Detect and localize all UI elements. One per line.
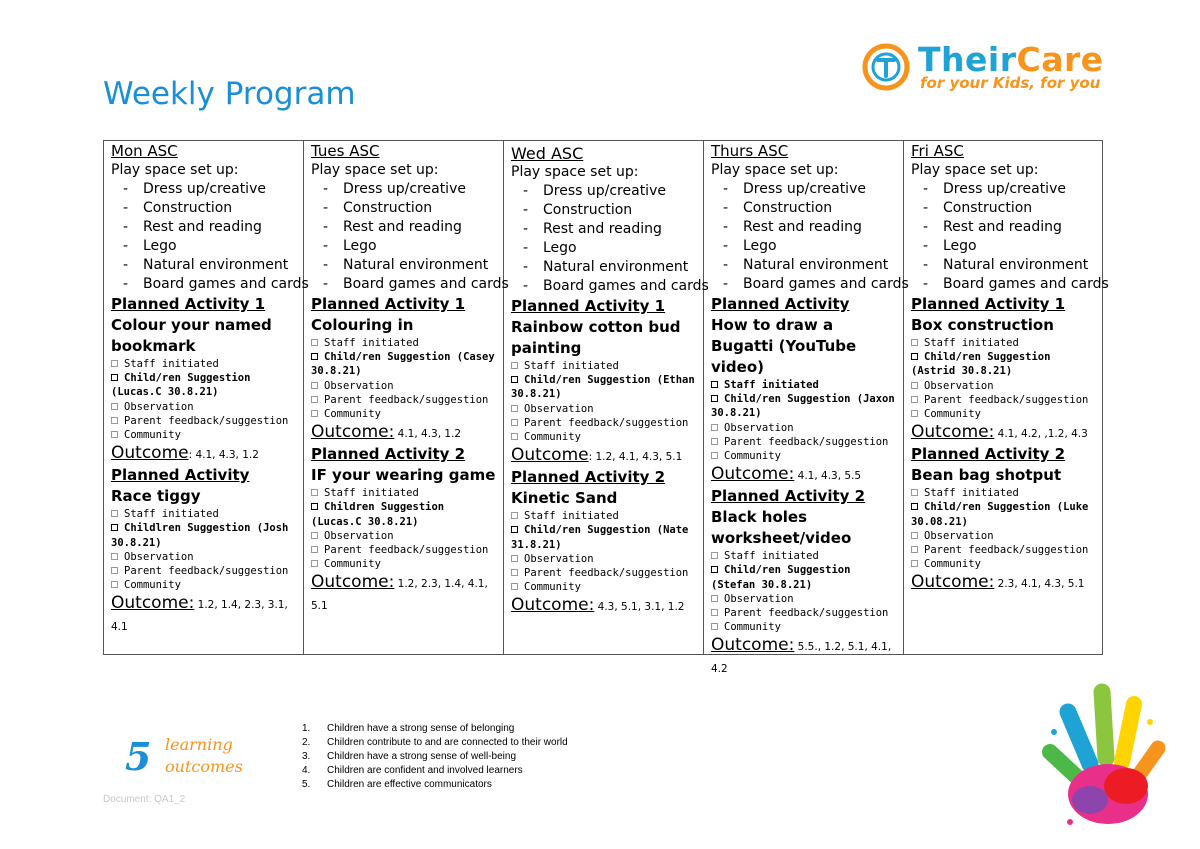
checklist-item [911, 486, 1098, 500]
checkbox-icon [711, 552, 718, 559]
checkbox-icon [511, 583, 518, 590]
learning-outcome-item [302, 778, 568, 792]
checklist-item [711, 449, 897, 463]
activity-outcome [911, 422, 1098, 444]
checkbox-icon [311, 546, 318, 553]
checklist-item [111, 521, 297, 549]
activity-outcome [111, 443, 297, 465]
learning-outcome-item [302, 736, 568, 750]
checklist-item [711, 620, 897, 634]
activity-heading: Planned Activity 1 [511, 297, 666, 315]
checkbox-icon [311, 353, 318, 360]
activity-heading: Planned Activity 1 [111, 295, 266, 313]
day-column [904, 141, 1109, 654]
play-space-label: Play space set up: [911, 162, 1039, 178]
activity-name: Race tiggy [111, 487, 201, 506]
checklist-item-label: Child/ren Suggestion (Casey 30.8.21) [311, 351, 495, 378]
activity-outcome [511, 595, 697, 617]
activity-source-checklist [311, 486, 497, 571]
checklist-item-label: Children Suggestion (Lucas.C 30.8.21) [311, 501, 445, 528]
play-space-item: - Rest and reading [911, 218, 1098, 237]
checklist-item-label: Observation [524, 552, 594, 565]
activity-name: Box construction [911, 316, 1054, 334]
checklist-item-label: Parent feedback/suggestion [324, 393, 489, 406]
checklist-item [511, 509, 697, 523]
play-space-list [511, 182, 709, 296]
checklist-item-label: Community [524, 431, 581, 444]
play-space-label: Play space set up: [711, 162, 839, 178]
checklist-item [311, 529, 497, 543]
checkbox-icon [111, 360, 118, 367]
activity-heading: Planned Activity 1 [311, 295, 466, 313]
checkbox-icon [311, 489, 318, 496]
learning-outcome-text: Children are effective communicators [327, 779, 492, 790]
checkbox-icon [911, 532, 918, 539]
checklist-item [711, 592, 897, 606]
checklist-item [911, 543, 1098, 557]
learning-outcome-item [302, 750, 568, 764]
checklist-item-label: Community [324, 408, 381, 421]
outcome-values: 4.1, 4.3, 1.2 [394, 428, 462, 441]
checklist-item [511, 373, 697, 401]
checklist-item-label: Child/ren Suggestion (Luke 30.08.21) [911, 501, 1089, 528]
checklist-item [511, 430, 697, 444]
checkbox-icon [111, 417, 118, 424]
checklist-item-label: Staff initiated [524, 360, 619, 372]
checklist-item [111, 371, 297, 399]
activity-heading: Planned Activity [111, 466, 250, 485]
checkbox-icon [111, 553, 118, 560]
activity-source-checklist [911, 486, 1098, 571]
weekly-program-table [103, 140, 1109, 676]
play-space-item: - Natural environment [711, 256, 897, 275]
checklist-item-label: Staff initiated [724, 379, 819, 391]
brand-name-part1: Their [918, 40, 1017, 79]
learning-outcome-text: Children have a strong sense of belonging [327, 723, 515, 734]
brand-name-part2: Care [1016, 40, 1104, 79]
play-space-item: - Construction [111, 199, 297, 218]
checklist-item-label: Parent feedback/suggestion [724, 607, 889, 620]
play-space-item: - Construction [511, 201, 697, 220]
checkbox-icon [111, 374, 118, 381]
checklist-item [111, 357, 297, 371]
day-heading: Tues ASC [311, 142, 380, 160]
checkbox-icon [111, 403, 118, 410]
checklist-item [711, 606, 897, 620]
checklist-item-label: Parent feedback/suggestion [924, 544, 1089, 557]
play-space-item: - Board games and cards [111, 275, 297, 294]
activity-source-checklist [711, 549, 897, 634]
checklist-item [311, 557, 497, 571]
outcome-label: Outcome: [111, 593, 195, 614]
play-space-item: - Construction [911, 199, 1098, 218]
checkbox-icon [911, 382, 918, 389]
checklist-item-label: Child/ren Suggestion (Jaxon 30.8.21) [711, 393, 895, 420]
activity-heading: Planned Activity 2 [711, 487, 866, 506]
learning-outcome-item [302, 722, 568, 736]
checklist-item-label: Parent feedback/suggestion [524, 416, 689, 429]
learning-outcome-number: 5. [302, 779, 311, 790]
checklist-item-label: Childlren Suggestion (Josh 30.8.21) [111, 522, 289, 549]
checklist-item-label: Community [924, 408, 981, 421]
play-space-label: Play space set up: [511, 164, 639, 180]
activity-source-checklist [711, 378, 897, 463]
checkbox-icon [311, 382, 318, 389]
play-space-item: - Natural environment [311, 256, 497, 275]
day-heading: Fri ASC [911, 142, 964, 160]
checkbox-icon [911, 396, 918, 403]
checklist-item [311, 393, 497, 407]
checklist-item [711, 435, 897, 449]
activity-name: How to draw a Bugatti (YouTube video) [711, 316, 857, 376]
checklist-item [511, 402, 697, 416]
checkbox-icon [511, 512, 518, 519]
learning-outcomes-badge [125, 734, 255, 786]
outcome-label: Outcome: [711, 635, 795, 656]
checklist-item [111, 564, 297, 578]
checklist-item-label: Observation [124, 550, 194, 563]
checkbox-icon [511, 405, 518, 412]
checklist-item-label: Community [124, 579, 181, 592]
checklist-item [311, 336, 497, 350]
learning-outcomes-caption [165, 734, 243, 778]
checklist-item-label: Observation [724, 421, 794, 434]
checklist-item-label: Observation [524, 402, 594, 415]
learning-outcome-number: 1. [302, 723, 311, 734]
checklist-item-label: Community [724, 621, 781, 634]
checkbox-icon [511, 433, 518, 440]
outcome-label: Outcome: [711, 464, 795, 485]
checkbox-icon [511, 419, 518, 426]
painted-handprint-icon [1030, 682, 1170, 832]
activity-outcome [311, 572, 497, 616]
checkbox-icon [711, 566, 718, 573]
learning-outcomes-caption-line1: learning [165, 735, 233, 754]
activity-outcome [911, 572, 1098, 594]
learning-outcomes-number: 5 [125, 734, 152, 779]
checklist-item [511, 566, 697, 580]
outcome-values: 2.3, 4.1, 4.3, 5.1 [994, 578, 1085, 591]
activity-source-checklist [111, 507, 297, 592]
checklist-item-label: Parent feedback/suggestion [124, 414, 289, 427]
checklist-item-label: Staff initiated [924, 337, 1019, 349]
learning-outcome-item [302, 764, 568, 778]
checklist-item [711, 378, 897, 392]
document-reference: Document: QA1_2 [103, 794, 186, 805]
activity-heading: Planned Activity [711, 295, 850, 313]
checklist-item-label: Observation [924, 379, 994, 392]
day-column [704, 141, 909, 676]
outcome-values: 4.3, 5.1, 3.1, 1.2 [594, 601, 685, 614]
activity-name: Bean bag shotput [911, 466, 1062, 485]
checklist-item-label: Observation [124, 400, 194, 413]
checkbox-icon [711, 623, 718, 630]
checklist-item [911, 407, 1098, 421]
learning-outcome-number: 3. [302, 751, 311, 762]
activity-source-checklist [511, 509, 697, 594]
checklist-item [911, 350, 1098, 378]
checklist-item [711, 421, 897, 435]
outcome-values: 1.2, 1.4, 2.3, 3.1, 4.1 [111, 599, 288, 634]
outcome-label: Outcome: [911, 422, 995, 443]
checklist-item [111, 400, 297, 414]
checklist-item [911, 500, 1098, 528]
checklist-item-label: Child/ren Suggestion (Nate 31.8.21) [511, 524, 689, 551]
outcome-label: Outcome: [911, 572, 995, 593]
checkbox-icon [311, 503, 318, 510]
activity-outcome [111, 593, 297, 637]
activity-outcome [711, 635, 897, 679]
checkbox-icon [911, 353, 918, 360]
day-column [504, 141, 709, 654]
checklist-item-label: Child/ren Suggestion (Ethan 30.8.21) [511, 374, 695, 401]
checkbox-icon [911, 410, 918, 417]
checklist-item [511, 580, 697, 594]
brand-tagline: for your Kids, for you [920, 74, 1101, 92]
checkbox-icon [311, 532, 318, 539]
play-space-item: - Dress up/creative [511, 182, 697, 201]
play-space-item: - Board games and cards [311, 275, 497, 294]
checklist-item [711, 392, 897, 420]
checklist-item-label: Staff initiated [724, 550, 819, 563]
checklist-item-label: Observation [724, 592, 794, 605]
checklist-item-label: Child/ren Suggestion (Lucas.C 30.8.21) [111, 372, 251, 399]
outcome-label: Outcome [511, 445, 589, 466]
checkbox-icon [711, 438, 718, 445]
day-heading: Wed ASC [511, 144, 584, 163]
checkbox-icon [711, 381, 718, 388]
checklist-item-label: Community [124, 429, 181, 442]
checklist-item [111, 428, 297, 442]
activity-heading: Planned Activity 2 [511, 468, 666, 487]
checklist-item-label: Child/ren Suggestion (Stefan 30.8.21) [711, 564, 851, 591]
checklist-item-label: Staff initiated [124, 358, 219, 370]
play-space-item: - Board games and cards [511, 277, 697, 296]
checkbox-icon [711, 424, 718, 431]
activity-name: Rainbow cotton bud painting [511, 318, 681, 357]
checklist-item [711, 563, 897, 591]
activity-name: Kinetic Sand [511, 489, 618, 508]
day-heading: Thurs ASC [711, 142, 789, 160]
checklist-item-label: Parent feedback/suggestion [324, 544, 489, 557]
activity-heading: Planned Activity 2 [311, 445, 466, 464]
checkbox-icon [511, 526, 518, 533]
play-space-item: - Dress up/creative [111, 180, 297, 199]
checklist-item [311, 407, 497, 421]
page-title: Weekly Program [103, 76, 356, 112]
day-column [104, 141, 309, 654]
checklist-item-label: Observation [924, 529, 994, 542]
activity-outcome [711, 464, 897, 486]
checklist-item [111, 550, 297, 564]
outcome-label: Outcome: [311, 572, 395, 593]
play-space-item: - Lego [911, 237, 1098, 256]
play-space-item: - Dress up/creative [311, 180, 497, 199]
checkbox-icon [711, 395, 718, 402]
play-space-item: - Natural environment [911, 256, 1098, 275]
play-space-item: - Construction [711, 199, 897, 218]
checkbox-icon [311, 339, 318, 346]
play-space-item: - Dress up/creative [711, 180, 897, 199]
checklist-item-label: Community [524, 581, 581, 594]
play-space-label: Play space set up: [311, 162, 439, 178]
checklist-item [311, 543, 497, 557]
checklist-item-label: Staff initiated [524, 510, 619, 523]
learning-outcomes-caption-line2: outcomes [165, 757, 243, 776]
checklist-item [911, 393, 1098, 407]
checkbox-icon [311, 410, 318, 417]
checklist-item-label: Staff initiated [324, 487, 419, 500]
checklist-item-label: Parent feedback/suggestion [524, 567, 689, 580]
checklist-item-label: Community [324, 558, 381, 571]
activity-source-checklist [111, 357, 297, 442]
checklist-item-label: Staff initiated [324, 337, 419, 349]
checklist-item [111, 578, 297, 592]
play-space-item: - Lego [511, 239, 697, 258]
outcome-label: Outcome [111, 443, 189, 464]
checklist-item [311, 486, 497, 500]
checkbox-icon [711, 609, 718, 616]
checkbox-icon [911, 339, 918, 346]
activity-source-checklist [311, 336, 497, 421]
checkbox-icon [311, 560, 318, 567]
checklist-item-label: Staff initiated [124, 508, 219, 521]
play-space-item: - Board games and cards [711, 275, 897, 294]
outcome-values: 1.2, 2.3, 1.4, 4.1, 5.1 [311, 578, 488, 613]
learning-outcomes-list [302, 722, 568, 792]
play-space-item: - Rest and reading [711, 218, 897, 237]
learning-outcome-number: 2. [302, 737, 311, 748]
checklist-item [511, 552, 697, 566]
checklist-item [311, 379, 497, 393]
play-space-item: - Lego [711, 237, 897, 256]
checklist-item [311, 350, 497, 378]
checkbox-icon [911, 503, 918, 510]
play-space-item: - Natural environment [511, 258, 697, 277]
play-space-item: - Construction [311, 199, 497, 218]
play-space-item: - Lego [311, 237, 497, 256]
outcome-values: 4.1, 4.2, ,1.2, 4.3 [994, 428, 1088, 441]
checkbox-icon [711, 595, 718, 602]
activity-heading: Planned Activity 2 [911, 445, 1066, 464]
theircare-logo [862, 40, 1104, 98]
play-space-list [111, 180, 309, 294]
checkbox-icon [111, 581, 118, 588]
outcome-values: : 1.2, 4.1, 4.3, 5.1 [588, 451, 683, 464]
checkbox-icon [511, 555, 518, 562]
checklist-item-label: Parent feedback/suggestion [724, 435, 889, 448]
checkbox-icon [511, 362, 518, 369]
learning-outcome-number: 4. [302, 765, 311, 776]
checkbox-icon [911, 489, 918, 496]
checklist-item-label: Parent feedback/suggestion [924, 393, 1089, 406]
checkbox-icon [311, 396, 318, 403]
outcome-values: 4.1, 4.3, 5.5 [794, 470, 862, 483]
checklist-item-label: Staff initiated [924, 487, 1019, 500]
play-space-list [311, 180, 509, 294]
checklist-item [511, 359, 697, 373]
activity-name: Black holes worksheet/video [711, 508, 852, 548]
checkbox-icon [911, 546, 918, 553]
checklist-item [911, 336, 1098, 350]
activity-outcome [511, 445, 697, 467]
activity-outcome [311, 422, 497, 444]
checkbox-icon [511, 376, 518, 383]
checklist-item [511, 416, 697, 430]
play-space-item: - Lego [111, 237, 297, 256]
activity-source-checklist [511, 359, 697, 444]
play-space-item: - Board games and cards [911, 275, 1098, 294]
day-column [304, 141, 509, 654]
activity-name: Colour your named bookmark [111, 316, 272, 355]
checklist-item [911, 529, 1098, 543]
checklist-item [711, 549, 897, 563]
activity-name: IF your wearing game [311, 466, 496, 485]
checklist-item [311, 500, 497, 528]
play-space-list [711, 180, 909, 294]
outcome-label: Outcome: [311, 422, 395, 443]
checklist-item [911, 379, 1098, 393]
checklist-item-label: Parent feedback/suggestion [124, 565, 289, 578]
checklist-item-label: Community [724, 450, 781, 463]
day-heading: Mon ASC [111, 142, 178, 160]
checklist-item-label: Community [924, 558, 981, 571]
checkbox-icon [111, 510, 118, 517]
play-space-item: - Rest and reading [511, 220, 697, 239]
checkbox-icon [711, 452, 718, 459]
checklist-item [911, 557, 1098, 571]
outcome-values: : 4.1, 4.3, 1.2 [188, 449, 259, 462]
outcome-label: Outcome: [511, 595, 595, 616]
theircare-logo-icon [862, 43, 910, 91]
activity-source-checklist [911, 336, 1098, 421]
checklist-item [111, 507, 297, 521]
play-space-item: - Natural environment [111, 256, 297, 275]
checkbox-icon [111, 431, 118, 438]
checklist-item-label: Observation [324, 379, 394, 392]
activity-heading: Planned Activity 1 [911, 295, 1066, 313]
play-space-item: - Rest and reading [311, 218, 497, 237]
learning-outcome-text: Children have a strong sense of well-being [327, 751, 516, 762]
checklist-item-label: Child/ren Suggestion (Astrid 30.8.21) [911, 351, 1051, 378]
learning-outcome-text: Children are confident and involved learners [327, 765, 523, 776]
checkbox-icon [111, 524, 118, 531]
checkbox-icon [911, 560, 918, 567]
play-space-item: - Dress up/creative [911, 180, 1098, 199]
outcome-values: 5.5., 1.2, 5.1, 4.1, 4.2 [711, 641, 892, 676]
play-space-item: - Rest and reading [111, 218, 297, 237]
checkbox-icon [511, 569, 518, 576]
checklist-item [111, 414, 297, 428]
play-space-label: Play space set up: [111, 162, 239, 178]
checkbox-icon [111, 567, 118, 574]
activity-name: Colouring in [311, 316, 414, 334]
play-space-list [911, 180, 1109, 294]
checklist-item-label: Observation [324, 529, 394, 542]
checklist-item [511, 523, 697, 551]
learning-outcome-text: Children contribute to and are connected to their world [327, 737, 568, 748]
